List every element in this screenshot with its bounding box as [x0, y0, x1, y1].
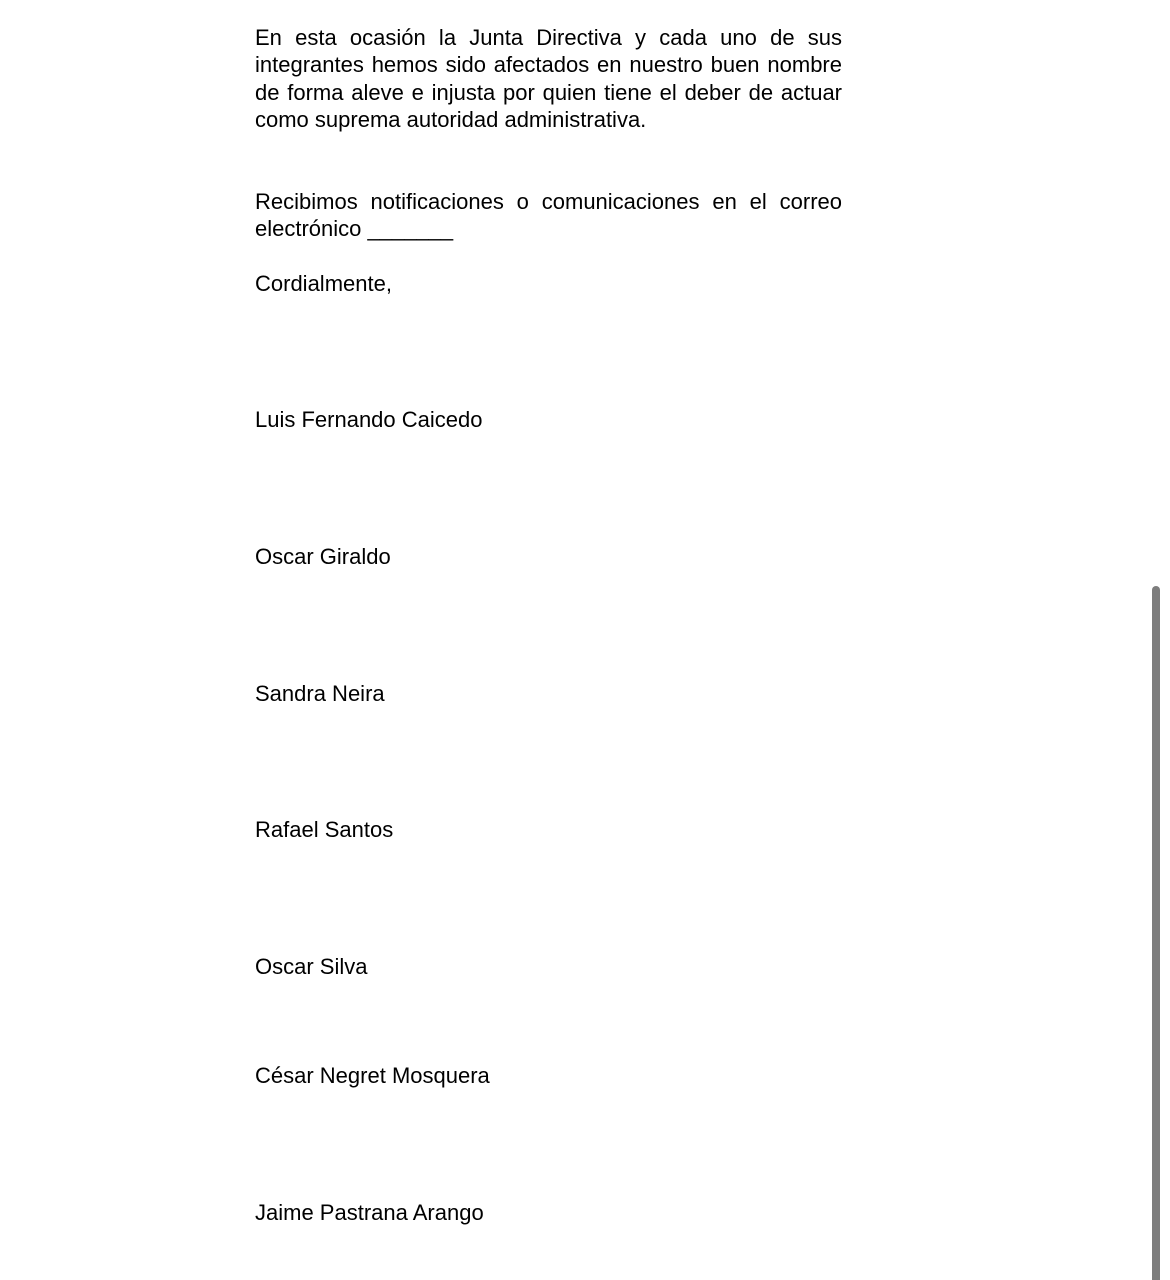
paragraph-junta-directiva: En esta ocasión la Junta Directiva y cada uno de sus integrantes hemos sido afectados en nuestro buen nombre de forma aleve e injusta por quien tiene el deber de actuar como suprema autoridad administrativa. [255, 25, 842, 133]
signatory-name: Luis Fernando Caicedo [255, 407, 483, 432]
scrollbar-thumb[interactable] [1152, 586, 1160, 1280]
signatory-name: César Negret Mosquera [255, 1063, 490, 1088]
closing-salutation: Cordialmente, [255, 271, 392, 296]
signatory-name: Rafael Santos [255, 817, 394, 842]
signatory-name: Jaime Pastrana Arango [255, 1200, 484, 1225]
signatory-name: Sandra Neira [255, 681, 385, 706]
paragraph-notificaciones: Recibimos notificaciones o comunicaciones en el correo electrónico _______ [255, 189, 842, 242]
signatory-name: Oscar Silva [255, 954, 368, 979]
signatory-name: Oscar Giraldo [255, 544, 391, 569]
document-page [255, 0, 842, 1280]
